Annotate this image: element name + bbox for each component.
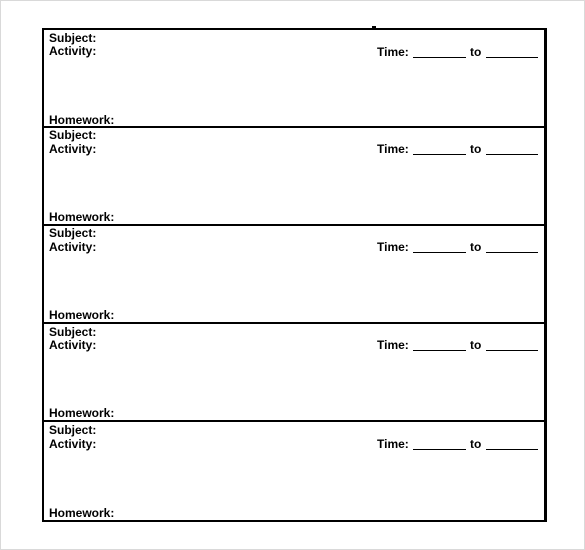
subject-label: Subject: <box>49 423 97 437</box>
activity-label: Activity: <box>49 240 97 254</box>
time-label: Time: <box>377 338 409 352</box>
time-label: Time: <box>377 142 409 156</box>
homework-label: Homework: <box>49 506 115 520</box>
planner-block-4 <box>44 322 544 420</box>
planner-block-5 <box>44 420 544 518</box>
end-time-field[interactable] <box>486 154 538 155</box>
to-label: to <box>470 437 482 451</box>
daily-planner-table <box>42 28 547 522</box>
to-label: to <box>470 142 482 156</box>
activity-label: Activity: <box>49 142 97 156</box>
planner-block-3 <box>44 224 544 322</box>
homework-label: Homework: <box>49 113 115 127</box>
activity-label: Activity: <box>49 44 97 58</box>
planner-block-1 <box>44 30 544 128</box>
activity-label: Activity: <box>49 338 97 352</box>
activity-label: Activity: <box>49 437 97 451</box>
start-time-field[interactable] <box>413 57 466 58</box>
to-label: to <box>470 240 482 254</box>
homework-label: Homework: <box>49 406 115 420</box>
subject-label: Subject: <box>49 226 97 240</box>
to-label: to <box>470 45 482 59</box>
subject-label: Subject: <box>49 31 97 45</box>
end-time-field[interactable] <box>486 449 538 450</box>
subject-label: Subject: <box>49 325 97 339</box>
start-time-field[interactable] <box>413 252 466 253</box>
homework-label: Homework: <box>49 308 115 322</box>
homework-label: Homework: <box>49 210 115 224</box>
start-time-field[interactable] <box>413 350 466 351</box>
time-label: Time: <box>377 45 409 59</box>
end-time-field[interactable] <box>486 57 538 58</box>
time-label: Time: <box>377 437 409 451</box>
end-time-field[interactable] <box>486 350 538 351</box>
time-label: Time: <box>377 240 409 254</box>
start-time-field[interactable] <box>413 449 466 450</box>
planner-block-2 <box>44 126 544 224</box>
start-time-field[interactable] <box>413 154 466 155</box>
end-time-field[interactable] <box>486 252 538 253</box>
to-label: to <box>470 338 482 352</box>
subject-label: Subject: <box>49 128 97 142</box>
